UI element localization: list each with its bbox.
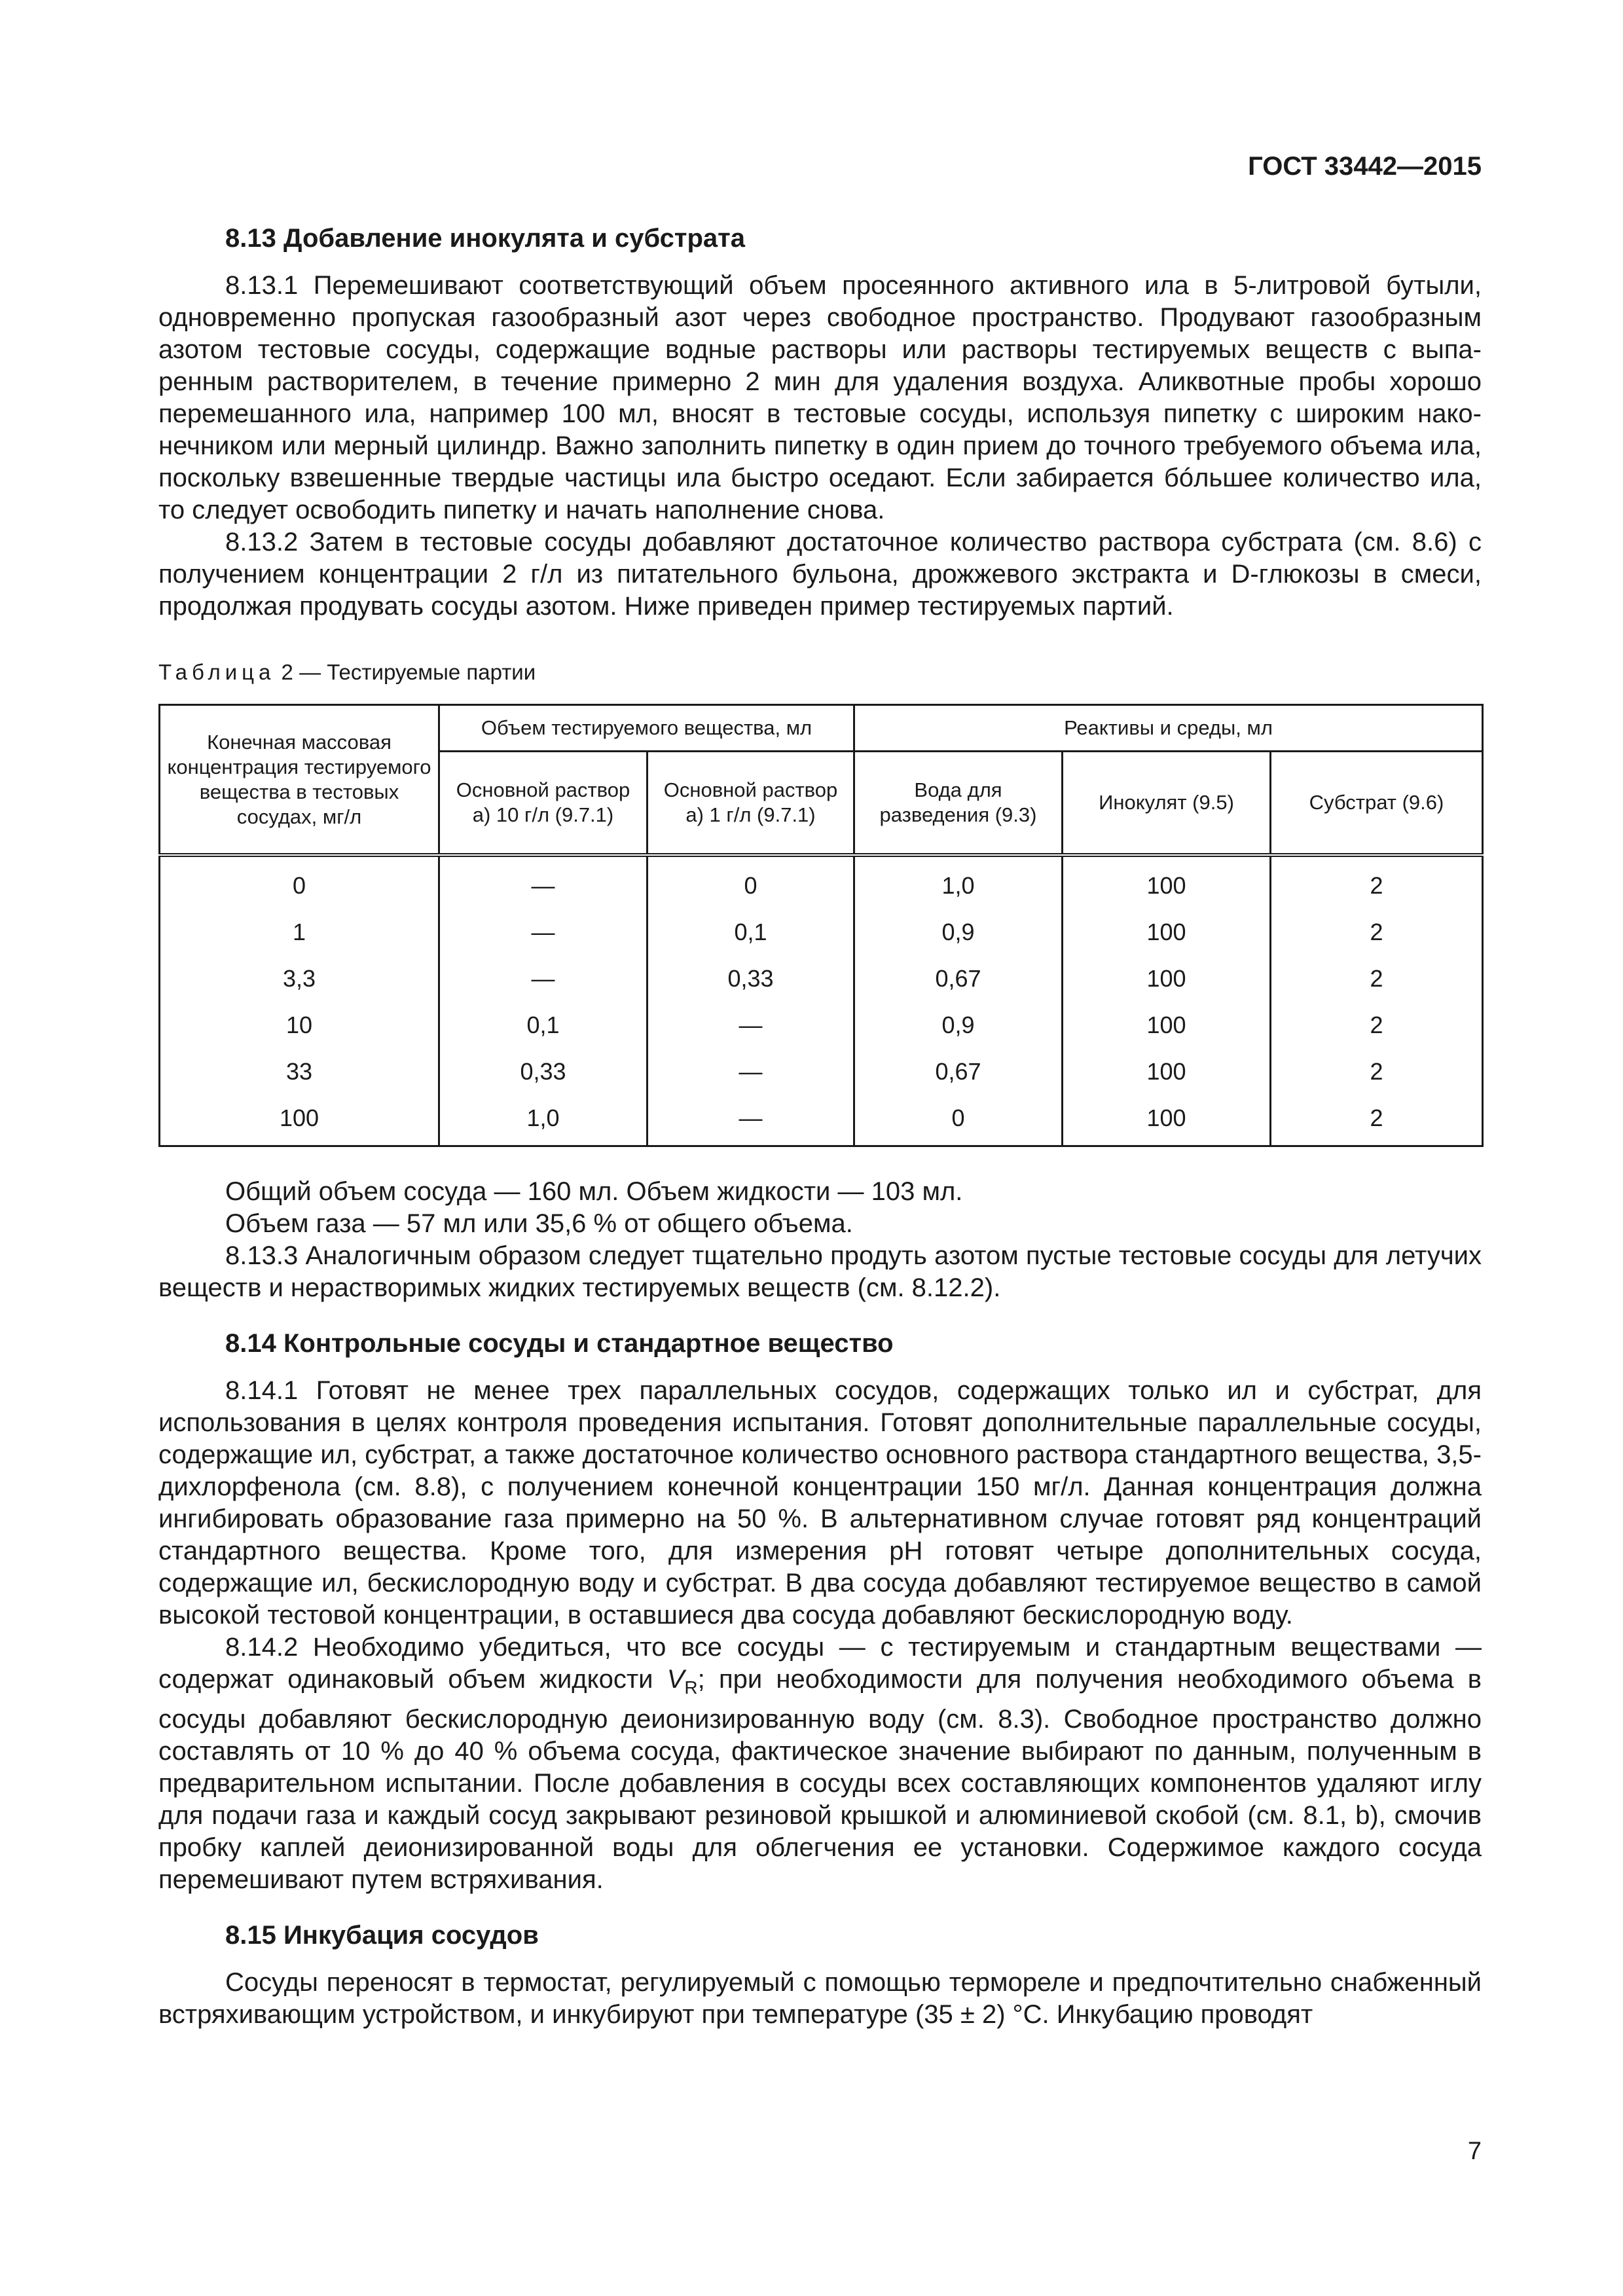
table-cell: 33	[160, 1048, 439, 1095]
table-cell: 1,0	[439, 1095, 647, 1146]
table-row	[160, 1095, 1483, 1146]
table-cell: 2	[1271, 1095, 1483, 1146]
table-cell: 0	[647, 855, 854, 909]
table-cell: 0	[160, 855, 439, 909]
total-volume-note: Общий объем сосуда — 160 мл. Объем жидкости — 103 мл.	[225, 1177, 963, 1206]
table-cell: 2	[1271, 955, 1483, 1002]
table-cell: —	[647, 1048, 854, 1095]
header-substrate: Субстрат (9.6)	[1271, 752, 1483, 856]
table-caption	[158, 658, 1482, 687]
table-cell: 0,67	[854, 1048, 1063, 1095]
paragraph-8-14-2	[158, 1631, 1482, 1896]
table-cell: 0,33	[439, 1048, 647, 1095]
table-cell: 3,3	[160, 955, 439, 1002]
table-cell: 100	[1063, 909, 1271, 955]
table-cell: —	[439, 855, 647, 909]
table-cell: 1,0	[854, 855, 1063, 909]
table-row	[160, 1002, 1483, 1048]
table-caption-text: 2 — Тестируемые партии	[275, 660, 536, 684]
header-inoculum: Инокулят (9.5)	[1063, 752, 1271, 856]
table-cell: 2	[1271, 1048, 1483, 1095]
table-cell: 100	[1063, 1048, 1271, 1095]
table-cell: 2	[1271, 1002, 1483, 1048]
paragraph-8-14-2-start: 8.14.2 Необходимо убедиться, что все сосуды — с тестируемым и стандартным веществами — содержат одинаковый объем жидкости	[158, 1633, 1482, 1694]
header-volume-group: Объем тестируемого вещества, мл	[439, 705, 854, 752]
section-title-8-15: 8.15 Инкубация сосудов	[225, 1921, 539, 1950]
table-cell: —	[439, 955, 647, 1002]
table-cell: 100	[1063, 855, 1271, 909]
table-cell: 0,9	[854, 909, 1063, 955]
volume-variable: V	[666, 1665, 685, 1694]
paragraph-8-13-1: 8.13.1 Перемешивают соответствующий объем просеянного активного ила в 5-литровой бутыли, одновременно пропуская газообразный азот через свободное пространство. Продувают газообразным азотом тестовые сосуды, содержащие водные растворы или растворы тестируемых веществ с выпаренным растворителем, в течение примерно 2 мин для удаления воздуха. Аликвотные пробы хорошо перемешанного ила, например 100 мл, вносят в тестовые сосуды, используя пипетку с широким наконечником или мерный цилиндр. Важно заполнить пипетку в один прием до точного требуемого объема ила, поскольку взвешенные твердые частицы ила быстро оседают. Если забирается бóльшее количество ила, то следует освободить пипетку и начать наполнение снова.	[158, 271, 1482, 524]
table-cell: 0	[854, 1095, 1063, 1146]
paragraph-8-15: Сосуды переносят в термостат, регулируемый с помощью термореле и предпочтительно снабженный встряхивающим устройством, и инкубируют при температуре (35 ± 2) °С. Инкубацию проводят	[158, 1968, 1482, 2029]
table-row	[160, 855, 1483, 909]
table-row	[160, 1048, 1483, 1095]
header-final-concentration: Конечная массовая концентрация тестируемого вещества в тестовых сосудах, мг/л	[160, 705, 439, 856]
table-cell: 0,67	[854, 955, 1063, 1002]
table-row	[160, 955, 1483, 1002]
paragraph-8-14-1: 8.14.1 Готовят не менее трех параллельных сосудов, содержащих только ил и субстрат, для использования в целях контроля проведения испытания. Готовят дополнительные параллельные сосуды, содержащие ил, субстрат, а также достаточное количество основного раствора стандартного вещества, 3,5-дихлорфенола (см. 8.8), с получением конечной концентрации 150 мг/л. Данная концентрация должна ингибировать образование газа примерно на 50 %. В альтернативном случае готовят ряд концентраций стандартного вещества. Кроме того, для измерения pH готовят четыре дополнительных сосуда, содержащие ил, бескислородную воду и субстрат. В два сосуда добавляют тестируемое вещество в самой высокой тестовой концентрации, в оставшиеся два сосуда добавляют бескислородную воду.	[158, 1376, 1482, 1630]
table-cell: 100	[1063, 955, 1271, 1002]
table-cell: —	[439, 909, 647, 955]
table-cell: 0,1	[439, 1002, 647, 1048]
table-cell: 100	[1063, 1002, 1271, 1048]
paragraph-8-13-3: 8.13.3 Аналогичным образом следует тщательно продуть азотом пустые тестовые сосуды для летучих веществ и нерастворимых жидких тестируемых веществ (см. 8.12.2).	[158, 1241, 1482, 1302]
section-title-8-14: 8.14 Контрольные сосуды и стандартное вещество	[225, 1329, 894, 1358]
section-title-8-13: 8.13 Добавление инокулята и субстрата	[225, 224, 745, 253]
page-body	[158, 221, 1482, 2031]
paragraph-8-14-2-end: ; при необходимости для получения необходимого объема в сосуды добавляют бескислородную деионизированную воду (см. 8.3). Свободное пространство должно составлять от 10 % до 40 % объема сосуда, фактическое значение выбирают по данным, полученным в предварительном испытании. После добавления в сосуды всех составляющих компонентов удаляют иглу для подачи газа и каждый сосуд закрывают резиновой крышкой и алюминиевой скобой (см. 8.1, b), смочив пробку каплей деионизированной воды для облегчения ее установки. Содержимое каждого сосуда перемешивают путем встряхивания.	[158, 1665, 1482, 1894]
table-cell: 2	[1271, 855, 1483, 909]
table-cell: 2	[1271, 909, 1483, 955]
table-cell: —	[647, 1002, 854, 1048]
table-row	[160, 909, 1483, 955]
table-cell: 1	[160, 909, 439, 955]
table-cell: 100	[160, 1095, 439, 1146]
header-reagents-group: Реактивы и среды, мл	[854, 705, 1483, 752]
gas-volume-note: Объем газа — 57 мл или 35,6 % от общего объема.	[225, 1209, 853, 1238]
document-standard-id: ГОСТ 33442—2015	[1248, 152, 1482, 181]
table-cell: 0,1	[647, 909, 854, 955]
page-number: 7	[1467, 2138, 1482, 2165]
header-stock-10: Основной раствор а) 10 г/л (9.7.1)	[439, 752, 647, 856]
volume-variable-subscript: R	[684, 1677, 698, 1698]
table-cell: 100	[1063, 1095, 1271, 1146]
test-batches-table	[158, 704, 1484, 1147]
table-caption-label: Таблица	[158, 660, 276, 684]
header-dilution-water: Вода для разведения (9.3)	[854, 752, 1063, 856]
table-cell: —	[647, 1095, 854, 1146]
table-cell: 0,33	[647, 955, 854, 1002]
header-stock-1: Основной раствор а) 1 г/л (9.7.1)	[647, 752, 854, 856]
paragraph-8-13-2: 8.13.2 Затем в тестовые сосуды добавляют достаточное количество раствора субстрата (см. 8.6) с получением концентрации 2 г/л из питательного бульона, дрожжевого экстракта и D-глюкозы в смеси, продолжая продувать сосуды азотом. Ниже приведен пример тестируемых партий.	[158, 528, 1482, 621]
table-cell: 0,9	[854, 1002, 1063, 1048]
table-cell: 10	[160, 1002, 439, 1048]
table-body	[160, 855, 1483, 1146]
